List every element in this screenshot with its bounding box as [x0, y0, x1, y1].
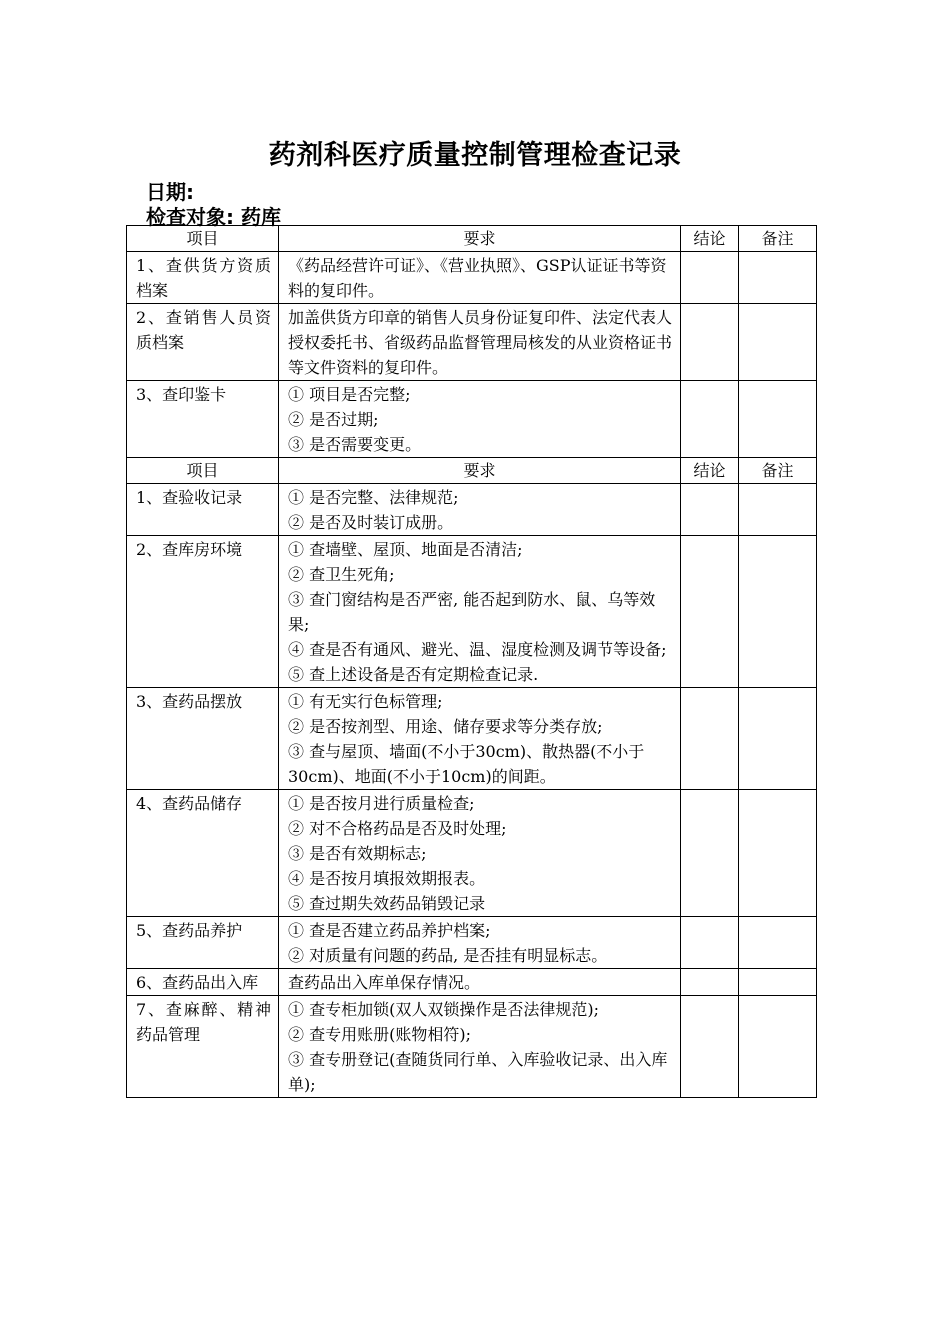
- table-row: [127, 969, 817, 996]
- requirements-cell: [279, 917, 681, 969]
- requirement-line: ④ 是否按月填报效期报表。: [288, 869, 486, 888]
- requirements-cell: [279, 969, 681, 996]
- item-cell: 2、查库房环境: [127, 536, 279, 688]
- requirement-line: ① 有无实行色标管理;: [288, 692, 443, 711]
- conclusion-cell[interactable]: [681, 381, 739, 458]
- inspection-table-body: [127, 226, 817, 1098]
- item-cell: 3、查药品摆放: [127, 688, 279, 790]
- requirement-line: ② 对不合格药品是否及时处理;: [288, 819, 507, 838]
- remarks-cell[interactable]: [739, 917, 817, 969]
- requirements-cell: [279, 304, 681, 381]
- remarks-cell[interactable]: [739, 790, 817, 917]
- remarks-cell[interactable]: [739, 536, 817, 688]
- requirements-cell: [279, 996, 681, 1098]
- header-requirements: 要求: [279, 458, 681, 484]
- requirement-line: ② 是否及时装订成册。: [288, 513, 454, 532]
- requirement-line: ① 是否完整、法律规范;: [288, 488, 459, 507]
- item-cell: 6、查药品出入库: [127, 969, 279, 996]
- table-row: [127, 252, 817, 304]
- item-cell: 1、查供货方资质档案: [127, 252, 279, 304]
- table-row: [127, 688, 817, 790]
- date-label: 日期:: [146, 180, 194, 204]
- requirements-cell: [279, 536, 681, 688]
- header-remarks: 备注: [739, 226, 817, 252]
- conclusion-cell[interactable]: [681, 304, 739, 381]
- requirements-cell: [279, 790, 681, 917]
- requirement-line: ② 是否按剂型、用途、储存要求等分类存放;: [288, 717, 603, 736]
- requirement-line: ② 对质量有问题的药品, 是否挂有明显标志。: [288, 946, 608, 965]
- requirement-line: ⑤ 查上述设备是否有定期检查记录.: [288, 665, 539, 684]
- conclusion-cell[interactable]: [681, 790, 739, 917]
- inspection-target-label: 检查对象: 药库: [146, 205, 281, 229]
- table-row: [127, 304, 817, 381]
- requirement-line: ③ 查与屋顶、墙面(不小于30cm)、散热器(不小于30cm)、地面(不小于10cm)的间距。: [288, 742, 645, 786]
- item-cell: 7、查麻醉、精神药品管理: [127, 996, 279, 1098]
- remarks-cell[interactable]: [739, 969, 817, 996]
- table-row: [127, 917, 817, 969]
- requirement-line: ③ 查专册登记(查随货同行单、入库验收记录、出入库单);: [288, 1050, 668, 1094]
- item-cell: 1、查验收记录: [127, 484, 279, 536]
- requirement-line: 加盖供货方印章的销售人员身份证复印件、法定代表人授权委托书、省级药品监督管理局核发的从业资格证书等文件资料的复印件。: [288, 308, 673, 377]
- requirements-cell: [279, 252, 681, 304]
- item-cell: 3、查印鉴卡: [127, 381, 279, 458]
- conclusion-cell[interactable]: [681, 252, 739, 304]
- table-row: [127, 996, 817, 1098]
- requirement-line: ③ 是否有效期标志;: [288, 844, 427, 863]
- conclusion-cell[interactable]: [681, 996, 739, 1098]
- table-header-row: [127, 226, 817, 252]
- header-item: 项目: [127, 458, 279, 484]
- requirement-line: ① 查专柜加锁(双人双锁操作是否法律规范);: [288, 1000, 599, 1019]
- conclusion-cell[interactable]: [681, 536, 739, 688]
- remarks-cell[interactable]: [739, 996, 817, 1098]
- conclusion-cell[interactable]: [681, 969, 739, 996]
- table-row: [127, 536, 817, 688]
- requirement-line: ① 查墙壁、屋顶、地面是否清洁;: [288, 540, 523, 559]
- requirement-line: ② 查卫生死角;: [288, 565, 395, 584]
- conclusion-cell[interactable]: [681, 484, 739, 536]
- item-cell: 4、查药品储存: [127, 790, 279, 917]
- table-row: [127, 484, 817, 536]
- table-row: [127, 790, 817, 917]
- item-cell: 2、查销售人员资质档案: [127, 304, 279, 381]
- requirements-cell: [279, 484, 681, 536]
- inspection-table: [126, 225, 817, 1098]
- requirement-line: ① 查是否建立药品养护档案;: [288, 921, 491, 940]
- header-conclusion: 结论: [681, 226, 739, 252]
- item-cell: 5、查药品养护: [127, 917, 279, 969]
- requirement-line: ⑤ 查过期失效药品销毁记录: [288, 894, 486, 913]
- document-title: 药剂科医疗质量控制管理检查记录: [268, 140, 682, 171]
- requirement-line: ② 是否过期;: [288, 410, 379, 429]
- remarks-cell[interactable]: [739, 252, 817, 304]
- table-header-row: [127, 458, 817, 484]
- requirement-line: ③ 是否需要变更。: [288, 435, 422, 454]
- table-row: [127, 381, 817, 458]
- conclusion-cell[interactable]: [681, 688, 739, 790]
- remarks-cell[interactable]: [739, 484, 817, 536]
- requirement-line: ① 是否按月进行质量检查;: [288, 794, 475, 813]
- header-requirements: 要求: [279, 226, 681, 252]
- remarks-cell[interactable]: [739, 381, 817, 458]
- requirement-line: ③ 查门窗结构是否严密, 能否起到防水、鼠、乌等效果;: [288, 590, 656, 634]
- conclusion-cell[interactable]: [681, 917, 739, 969]
- requirement-line: 查药品出入库单保存情况。: [288, 973, 481, 992]
- requirements-cell: [279, 688, 681, 790]
- header-conclusion: 结论: [681, 458, 739, 484]
- requirement-line: 《药品经营许可证》、《营业执照》、GSP认证证书等资料的复印件。: [288, 256, 667, 300]
- header-remarks: 备注: [739, 458, 817, 484]
- requirement-line: ② 查专用账册(账物相符);: [288, 1025, 471, 1044]
- requirement-line: ④ 查是否有通风、避光、温、湿度检测及调节等设备;: [288, 640, 667, 659]
- requirements-cell: [279, 381, 681, 458]
- header-item: 项目: [127, 226, 279, 252]
- requirement-line: ① 项目是否完整;: [288, 385, 411, 404]
- remarks-cell[interactable]: [739, 688, 817, 790]
- remarks-cell[interactable]: [739, 304, 817, 381]
